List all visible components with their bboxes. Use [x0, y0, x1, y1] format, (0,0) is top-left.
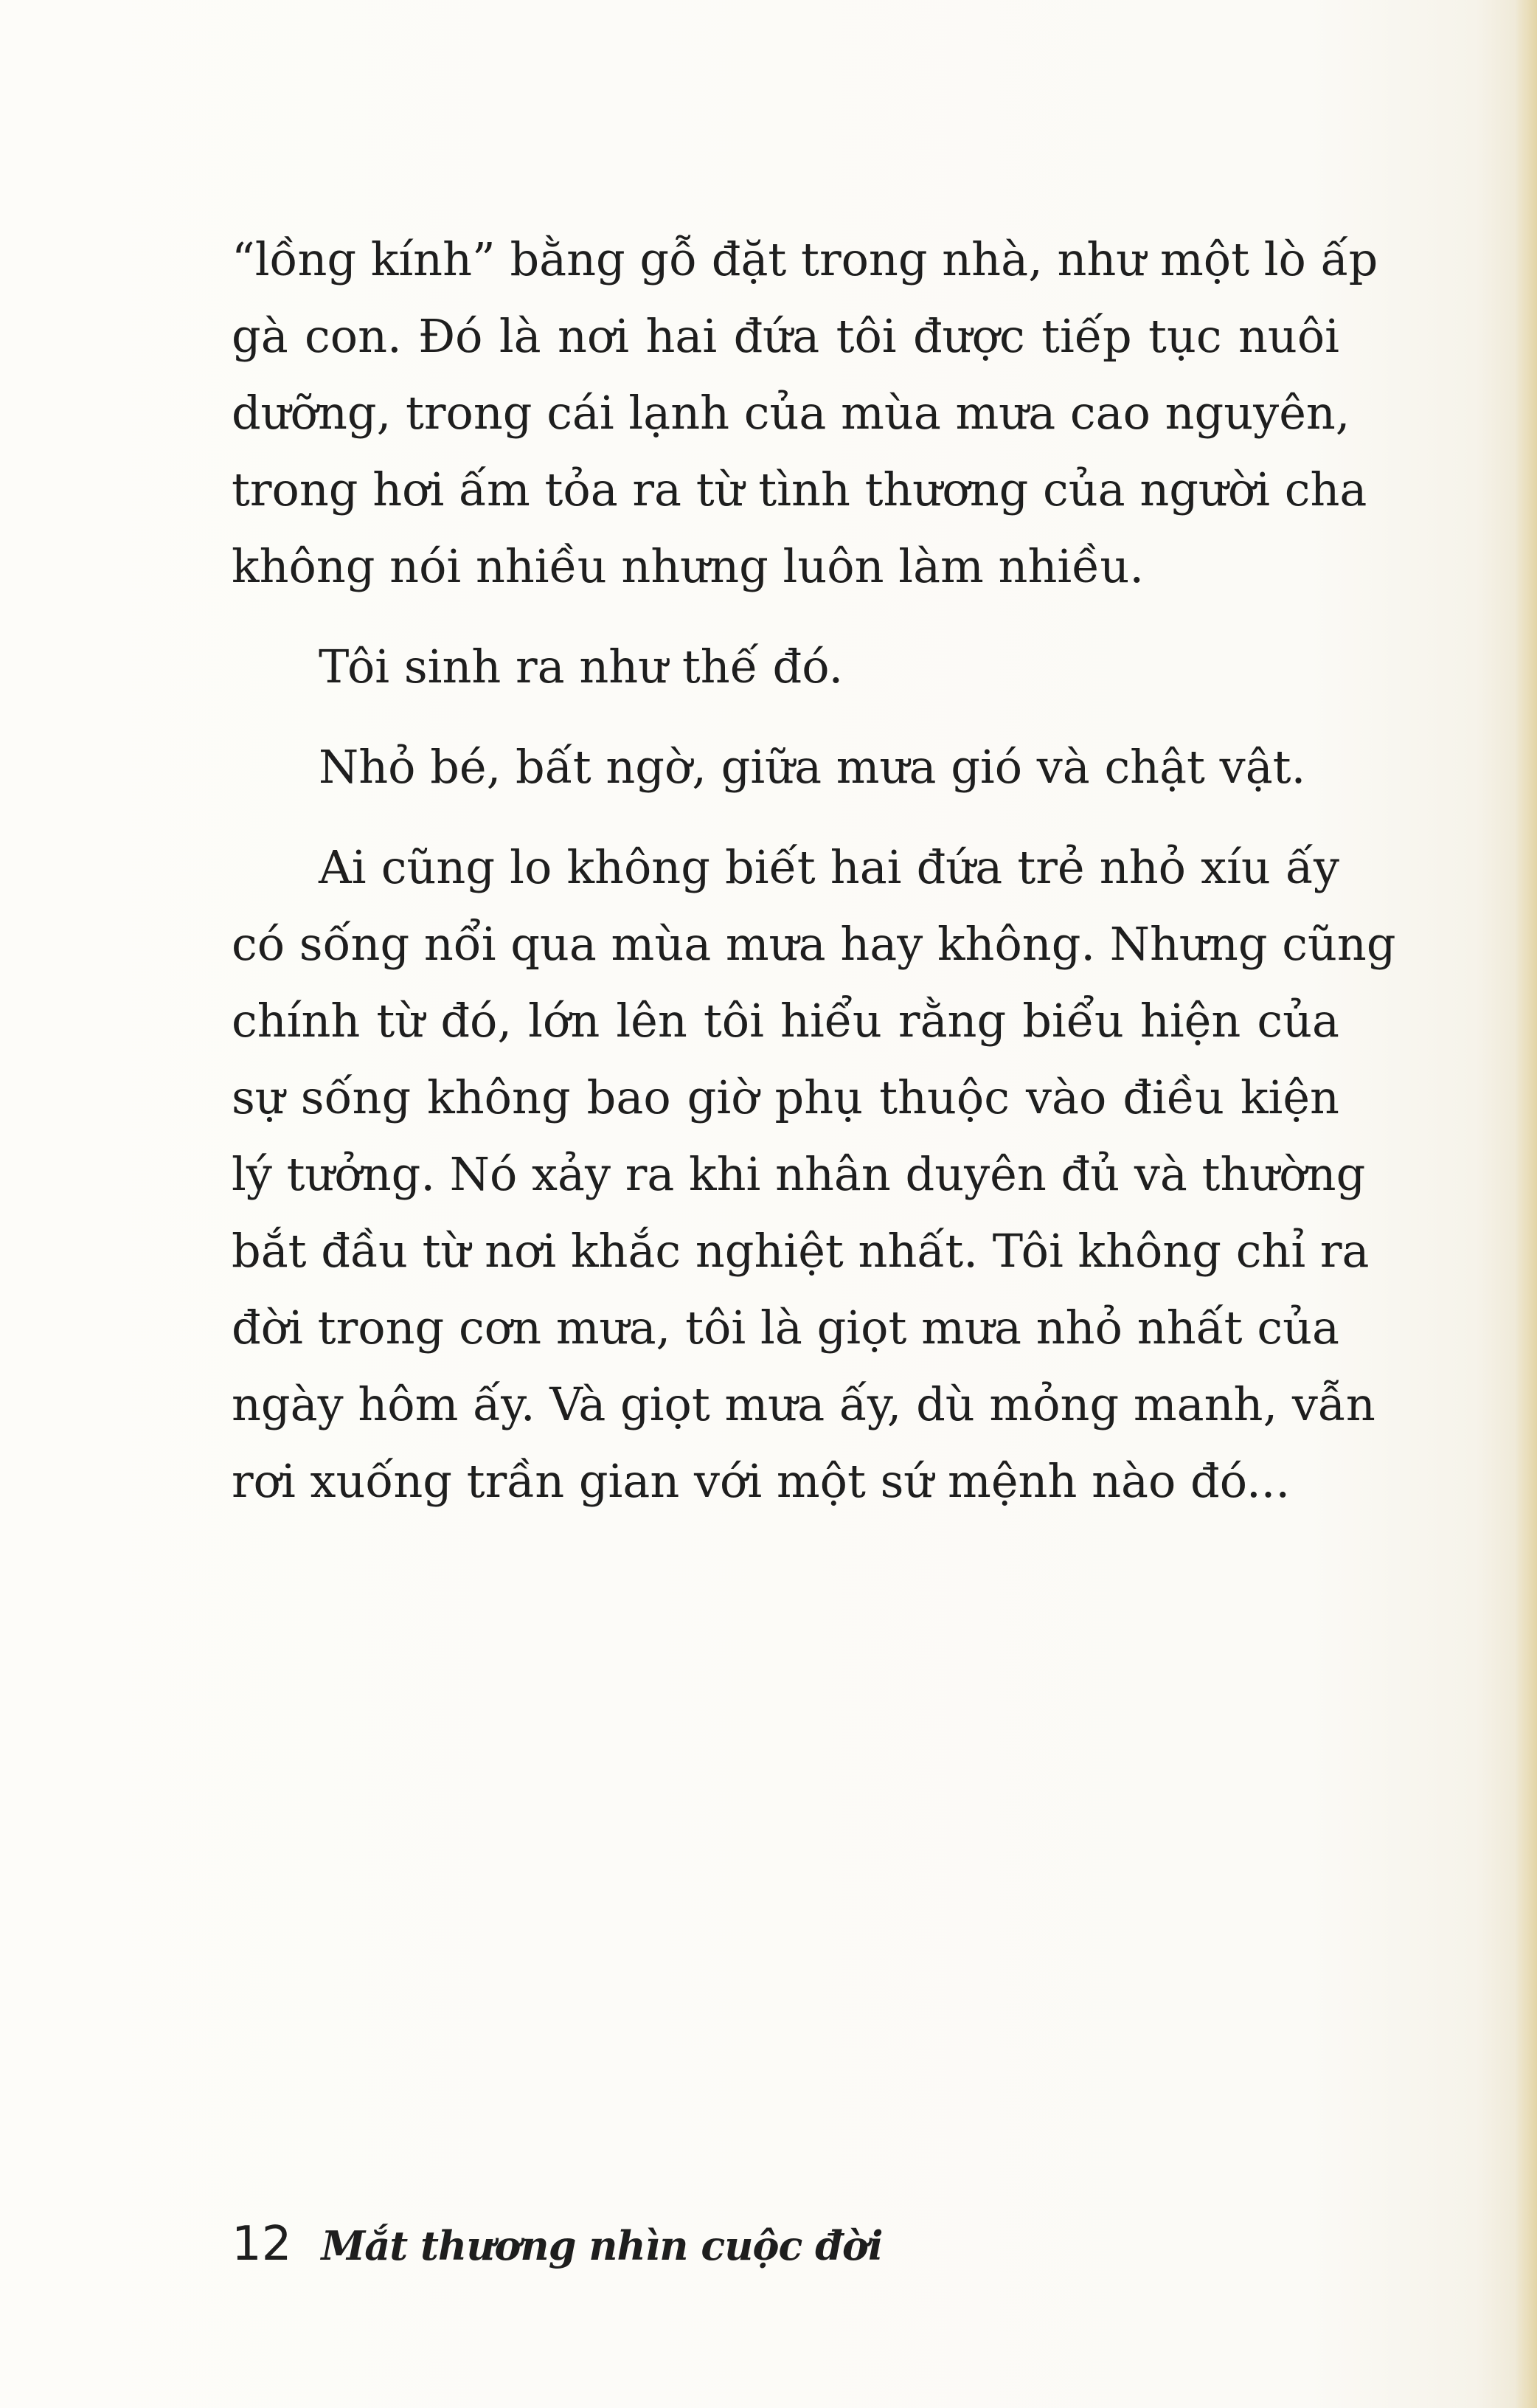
paragraph-1 — [232, 221, 1378, 605]
running-title: Mắt thương nhìn cuộc đời — [321, 2222, 883, 2269]
text-line: sự sống không bao giờ phụ thuộc vào điều kiện — [232, 1070, 1339, 1124]
text-line: lý tưởng. Nó xảy ra khi nhân duyên đủ và thường — [232, 1147, 1366, 1201]
paragraph-4 — [232, 829, 1396, 1520]
text-line: Ai cũng lo không biết hai đứa trẻ nhỏ xíu ấy — [319, 840, 1339, 894]
text-line: ngày hôm ấy. Và giọt mưa ấy, dù mỏng manh, vẫn — [232, 1377, 1375, 1431]
text-line: rơi xuống trần gian với một sứ mệnh nào đó... — [232, 1454, 1291, 1508]
text-line: có sống nổi qua mùa mưa hay không. Nhưng cũng — [232, 917, 1396, 971]
page-number: 12 — [232, 2217, 292, 2272]
text-line: không nói nhiều nhưng luôn làm nhiều. — [232, 539, 1145, 593]
paragraph-3: Nhỏ bé, bất ngờ, giữa mưa gió và chật vật. — [319, 740, 1306, 794]
text-line: gà con. Đó là nơi hai đứa tôi được tiếp tục nuôi — [232, 309, 1339, 363]
text-line: chính từ đó, lớn lên tôi hiểu rằng biểu hiện của — [232, 994, 1339, 1048]
page-edge — [1515, 0, 1537, 2408]
text-line: dưỡng, trong cái lạnh của mùa mưa cao nguyên, — [232, 386, 1350, 440]
text-line: bắt đầu từ nơi khắc nghiệt nhất. Tôi không chỉ ra — [232, 1224, 1370, 1278]
paragraph-2: Tôi sinh ra như thế đó. — [319, 640, 844, 693]
text-line: “lồng kính” bằng gỗ đặt trong nhà, như một lò ấp — [232, 232, 1378, 286]
text-line: đời trong cơn mưa, tôi là giọt mưa nhỏ nhất của — [232, 1301, 1339, 1354]
page-footer — [232, 2217, 882, 2283]
text-line: trong hơi ấm tỏa ra từ tình thương của người cha — [232, 463, 1367, 516]
body-text — [232, 221, 1396, 1543]
